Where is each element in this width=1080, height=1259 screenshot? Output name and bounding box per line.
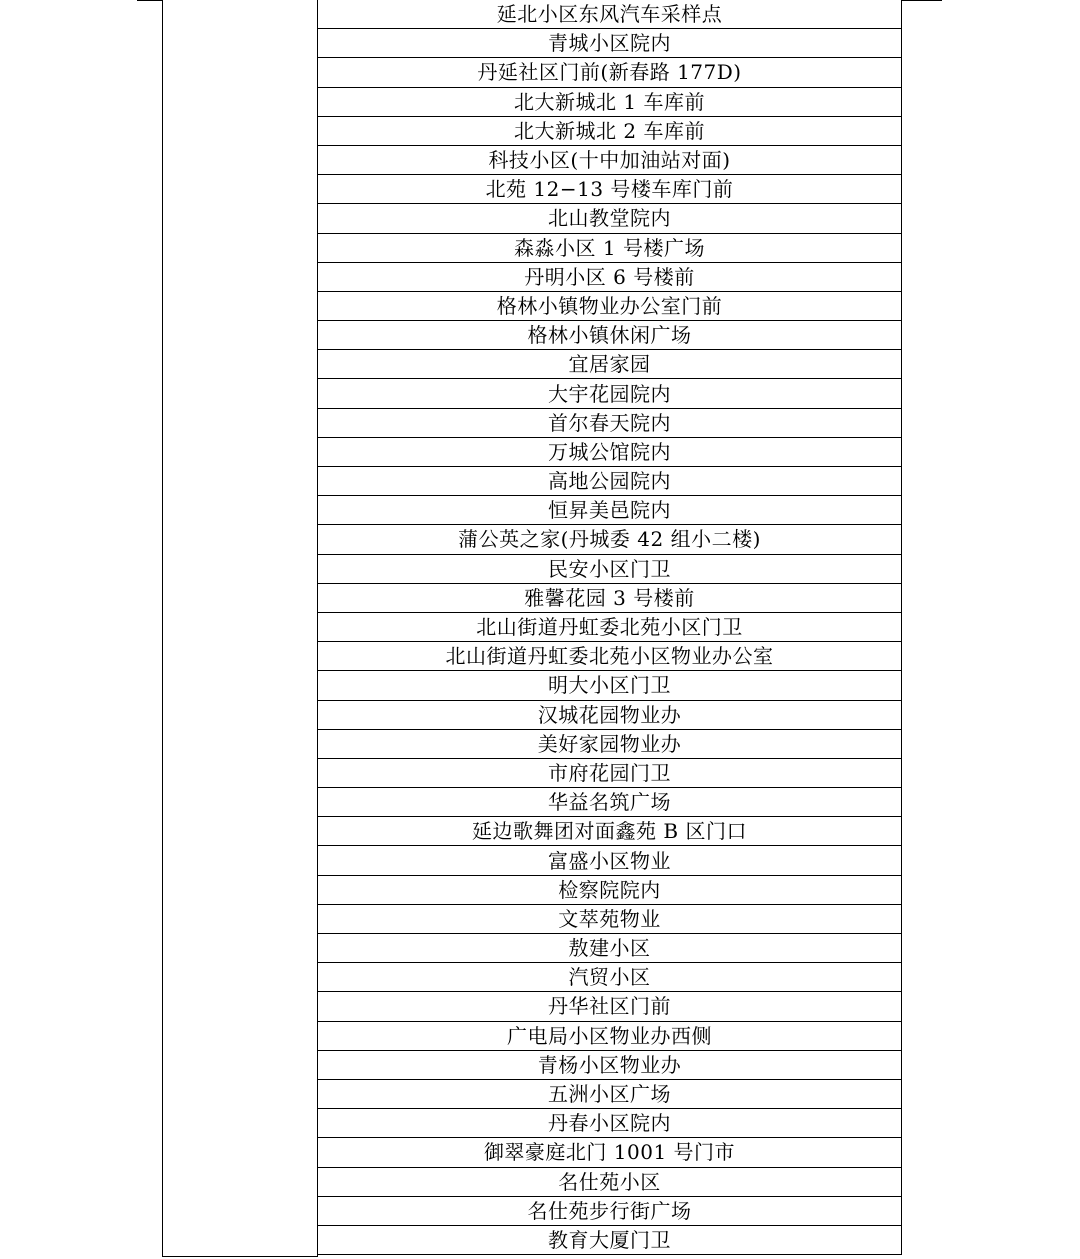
table-row	[318, 496, 901, 525]
table-row	[318, 1080, 901, 1109]
table-row	[318, 1051, 901, 1080]
site-name: 民安小区门卫	[548, 556, 671, 581]
top-rule-right	[902, 0, 942, 1]
table-row	[318, 846, 901, 875]
table-row	[318, 438, 901, 467]
table-row	[318, 555, 901, 584]
table-row	[318, 1109, 901, 1138]
site-name: 汉城花园物业办	[537, 702, 682, 727]
site-name: 延边歌舞团对面鑫苑 B 区门口	[472, 819, 747, 844]
table-row	[318, 1138, 901, 1167]
district-column-cell	[162, 0, 318, 1257]
site-name: 汽贸小区	[568, 965, 651, 990]
site-name: 御翠豪庭北门 1001 号门市	[483, 1140, 736, 1165]
table-row	[318, 350, 901, 379]
site-name: 富盛小区物业	[548, 848, 671, 873]
site-name: 科技小区(十中加油站对面)	[488, 148, 731, 173]
site-name: 美好家园物业办	[537, 731, 682, 756]
site-name: 大宇花园院内	[548, 381, 671, 406]
site-name: 延北小区东风汽车采样点	[496, 2, 723, 27]
sites-column	[318, 0, 902, 1255]
table-row	[318, 730, 901, 759]
site-name: 格林小镇物业办公室门前	[496, 293, 723, 318]
table-row	[318, 263, 901, 292]
top-rule-left	[137, 0, 162, 1]
table-row	[318, 234, 901, 263]
sampling-sites-table	[162, 0, 902, 1259]
site-name: 广电局小区物业办西侧	[507, 1023, 712, 1048]
site-name: 首尔春天院内	[548, 410, 671, 435]
site-name: 北山教堂院内	[548, 206, 671, 231]
table-row	[318, 992, 901, 1021]
table-row	[318, 321, 901, 350]
table-row	[318, 467, 901, 496]
table-row	[318, 146, 901, 175]
table-row	[318, 876, 901, 905]
table-row	[318, 29, 901, 58]
site-name: 高地公园院内	[548, 469, 671, 494]
table-row	[318, 963, 901, 992]
site-name: 敖建小区	[568, 936, 651, 961]
table-row	[318, 642, 901, 671]
table-row	[318, 1226, 901, 1255]
site-name: 北大新城北 1 车库前	[514, 89, 705, 114]
site-name: 教育大厦门卫	[548, 1227, 671, 1252]
table-row	[318, 701, 901, 730]
table-row	[318, 584, 901, 613]
table-row	[318, 788, 901, 817]
table-row	[318, 613, 901, 642]
table-row	[318, 817, 901, 846]
table-row	[318, 117, 901, 146]
site-name: 森淼小区 1 号楼广场	[514, 235, 705, 260]
site-name: 丹明小区 6 号楼前	[524, 264, 695, 289]
site-name: 名仕苑小区	[558, 1169, 661, 1194]
site-name: 市府花园门卫	[548, 760, 671, 785]
site-name: 丹延社区门前(新春路 177D)	[477, 60, 742, 85]
site-name: 宜居家园	[568, 352, 651, 377]
table-row	[318, 1197, 901, 1226]
table-row	[318, 204, 901, 233]
table-row	[318, 525, 901, 554]
table-row	[318, 88, 901, 117]
site-name: 五洲小区广场	[548, 1082, 671, 1107]
table-row	[318, 905, 901, 934]
site-name: 检察院院内	[558, 877, 661, 902]
table-row	[318, 1022, 901, 1051]
site-name: 恒昇美邑院内	[548, 498, 671, 523]
site-name: 明大小区门卫	[548, 673, 671, 698]
site-name: 青城小区院内	[548, 31, 671, 56]
site-name: 北山街道丹虹委北苑小区门卫	[476, 615, 743, 640]
site-name: 北苑 12−13 号楼车库门前	[485, 177, 734, 202]
table-row	[318, 379, 901, 408]
site-name: 北山街道丹虹委北苑小区物业办公室	[445, 644, 774, 669]
table-row	[318, 1168, 901, 1197]
table-row	[318, 934, 901, 963]
table-row	[318, 0, 901, 29]
site-name: 万城公馆院内	[548, 439, 671, 464]
table-row	[318, 409, 901, 438]
table-row	[318, 671, 901, 700]
site-name: 雅馨花园 3 号楼前	[524, 585, 695, 610]
site-name: 蒲公英之家(丹城委 42 组小二楼)	[458, 527, 761, 552]
table-row	[318, 58, 901, 87]
site-name: 文萃苑物业	[558, 906, 661, 931]
site-name: 北大新城北 2 车库前	[514, 118, 705, 143]
site-name: 丹华社区门前	[548, 994, 671, 1019]
table-row	[318, 292, 901, 321]
site-name: 丹春小区院内	[548, 1111, 671, 1136]
table-row	[318, 175, 901, 204]
site-name: 华益名筑广场	[548, 790, 671, 815]
site-name: 格林小镇休闲广场	[527, 323, 692, 348]
site-name: 青杨小区物业办	[537, 1052, 682, 1077]
site-name: 名仕苑步行街广场	[527, 1198, 692, 1223]
table-row	[318, 759, 901, 788]
